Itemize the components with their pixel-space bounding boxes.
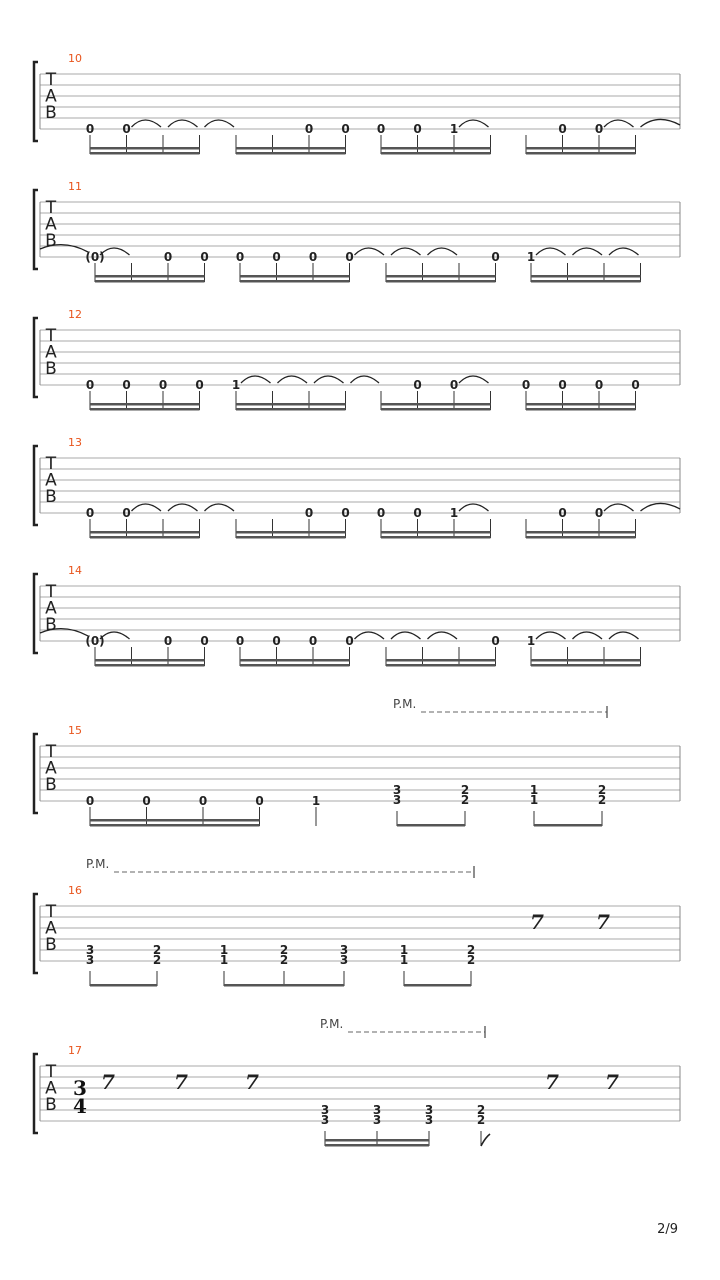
eighth-rest: 7 [596, 910, 610, 934]
tab-system-13 [34, 436, 680, 539]
fret-number: 1 [311, 794, 321, 808]
fret-number: (0) [85, 250, 105, 264]
note-beam [236, 531, 346, 534]
eighth-rest: 7 [605, 1070, 619, 1094]
fret-number: 0 [122, 378, 131, 392]
note-beam [90, 408, 200, 411]
fret-number: 0 [631, 378, 640, 392]
fret-number: 0 [85, 122, 95, 136]
note-beam [90, 531, 200, 534]
fret-number: 3 [85, 953, 95, 967]
fret-number: 2 [279, 943, 289, 957]
note-beam [531, 659, 641, 662]
fret-number: 0 [195, 378, 204, 392]
note-beam [526, 403, 636, 406]
fret-number: 0 [200, 634, 209, 648]
fret-number: 0 [594, 122, 604, 136]
note-beam [531, 664, 641, 667]
system-bracket [34, 62, 38, 141]
fret-number: 3 [424, 1113, 434, 1127]
tie-arc [428, 632, 458, 639]
fret-number: 0 [272, 250, 281, 264]
fret-number: 1 [529, 783, 539, 797]
note-beam [531, 275, 641, 278]
fret-number: 0 [85, 378, 95, 392]
system-bracket [34, 190, 38, 269]
tie-arc [459, 504, 489, 511]
tie-arc [573, 248, 603, 255]
tab-clef-letter: B [45, 935, 57, 955]
eighth-rest: 7 [101, 1070, 115, 1094]
fret-number: 0 [158, 378, 168, 392]
measure-number: 14 [68, 564, 82, 577]
tab-clef-letter: T [45, 70, 57, 90]
tie-arc [609, 632, 639, 639]
note-beam [236, 536, 346, 539]
tab-clef-letter: T [45, 454, 57, 474]
fret-number: 0 [304, 506, 314, 520]
tab-clef-letter: T [45, 902, 57, 922]
fret-number: 0 [341, 506, 350, 520]
fret-number: 0 [345, 250, 354, 264]
tab-clef-letter: B [45, 103, 57, 123]
tab-clef-letter: B [45, 1095, 57, 1115]
tab-clef-letter: A [45, 86, 57, 107]
eighth-rest: 7 [174, 1070, 188, 1094]
fret-number: 1 [449, 506, 459, 520]
fret-number: 0 [413, 378, 422, 392]
fret-number: 0 [376, 506, 386, 520]
note-beam [397, 824, 465, 827]
palm-mute-label: P.M. [320, 1017, 344, 1031]
note-beam [240, 659, 350, 662]
fret-number: 3 [339, 943, 349, 957]
tie-arc [132, 504, 162, 511]
tie-arc [241, 376, 271, 383]
fret-number: 0 [413, 122, 422, 136]
fret-number: 2 [466, 943, 476, 957]
page-number: 2/9 [657, 1222, 678, 1237]
note-beam [90, 819, 260, 822]
note-beam [236, 408, 346, 411]
fret-number: 0 [558, 122, 567, 136]
note-beam [90, 147, 200, 150]
tab-system-11 [34, 180, 680, 283]
tab-clef-letter: A [45, 598, 57, 619]
fret-number: 3 [85, 943, 95, 957]
time-signature-denominator: 4 [73, 1094, 87, 1118]
fret-number: 2 [466, 953, 476, 967]
palm-mute-label: P.M. [86, 857, 110, 871]
fret-number: 0 [449, 378, 459, 392]
eighth-rest: 7 [530, 910, 544, 934]
tab-clef-letter: A [45, 342, 57, 363]
tab-clef-letter: T [45, 582, 57, 602]
fret-number: 0 [594, 506, 604, 520]
fret-number: 0 [413, 506, 422, 520]
tie-arc [573, 632, 603, 639]
note-beam [90, 152, 200, 155]
fret-number: 3 [392, 783, 402, 797]
fret-number: 1 [526, 634, 536, 648]
note-beam [325, 1139, 429, 1142]
note-beam [95, 664, 205, 667]
tab-clef-letter: A [45, 214, 57, 235]
note-beam [526, 531, 636, 534]
fret-number: 0 [376, 122, 386, 136]
fret-number: 0 [198, 794, 208, 808]
tie-arc [391, 632, 421, 639]
tab-clef-letter: A [45, 1078, 57, 1099]
note-beam [95, 280, 205, 283]
tab-clef-letter: T [45, 742, 57, 762]
measure-number: 17 [68, 1044, 82, 1057]
tie-arc [536, 632, 566, 639]
fret-number: 1 [526, 250, 536, 264]
fret-number: 1 [399, 953, 409, 967]
tie-arc [604, 120, 634, 127]
note-beam [526, 408, 636, 411]
tie-arc [205, 504, 235, 511]
note-beam [381, 531, 491, 534]
fret-number: 3 [392, 793, 402, 807]
tie-arc [391, 248, 421, 255]
tab-system-12 [34, 308, 680, 411]
note-beam [325, 1144, 429, 1147]
fret-number: 2 [152, 943, 162, 957]
fret-number: 0 [341, 122, 350, 136]
fret-number: 0 [200, 250, 209, 264]
tab-clef-letter: B [45, 615, 57, 635]
fret-number: 2 [476, 1103, 486, 1117]
system-bracket [34, 574, 38, 653]
fret-number: 0 [521, 378, 531, 392]
time-signature-numerator: 3 [73, 1076, 87, 1100]
note-beam [236, 403, 346, 406]
note-beam [236, 152, 346, 155]
tie-arc [428, 248, 458, 255]
note-beam [531, 280, 641, 283]
tab-system-17 [34, 1017, 680, 1147]
fret-number: (0) [85, 634, 105, 648]
tie-arc [604, 504, 634, 511]
fret-number: 0 [255, 794, 264, 808]
fret-number: 1 [449, 122, 459, 136]
eighth-rest: 7 [245, 1070, 259, 1094]
fret-number: 0 [163, 250, 173, 264]
fret-number: 0 [235, 634, 245, 648]
note-beam [381, 536, 491, 539]
fret-number: 0 [308, 634, 318, 648]
fret-number: 3 [424, 1103, 434, 1117]
tab-clef-letter: B [45, 775, 57, 795]
tie-arc [278, 376, 308, 383]
system-bracket [34, 318, 38, 397]
fret-number: 2 [460, 783, 470, 797]
measure-number: 16 [68, 884, 82, 897]
note-beam [381, 152, 491, 155]
fret-number: 0 [558, 506, 567, 520]
tab-clef-letter: T [45, 1062, 57, 1082]
fret-number: 3 [320, 1113, 330, 1127]
fret-number: 0 [558, 378, 567, 392]
tab-system-16 [34, 857, 680, 987]
fret-number: 0 [345, 634, 354, 648]
tie-arc [355, 632, 385, 639]
fret-number: 0 [85, 794, 95, 808]
fret-number: 3 [339, 953, 349, 967]
tie-arc [355, 248, 385, 255]
note-beam [386, 280, 496, 283]
note-beam [534, 824, 602, 827]
note-beam [386, 659, 496, 662]
fret-number: 2 [597, 793, 607, 807]
fret-number: 0 [594, 378, 604, 392]
note-beam [381, 147, 491, 150]
tie-arc [641, 503, 681, 511]
fret-number: 0 [304, 122, 314, 136]
tab-system-14 [34, 564, 680, 667]
note-beam [90, 824, 260, 827]
tie-arc [132, 120, 162, 127]
note-beam [386, 275, 496, 278]
system-bracket [34, 894, 38, 973]
tie-arc [314, 376, 344, 383]
note-beam [90, 536, 200, 539]
note-beam [386, 664, 496, 667]
palm-mute-label: P.M. [393, 697, 417, 711]
fret-number: 0 [142, 794, 151, 808]
measure-number: 13 [68, 436, 82, 449]
fret-number: 2 [279, 953, 289, 967]
tie-arc [459, 120, 489, 127]
tie-arc [205, 120, 235, 127]
note-beam [381, 403, 491, 406]
tab-system-15 [34, 697, 680, 827]
note-beam [240, 275, 350, 278]
note-beam [404, 984, 471, 987]
fret-number: 0 [491, 250, 500, 264]
fret-number: 0 [122, 122, 131, 136]
note-flag [481, 1134, 490, 1146]
fret-number: 3 [372, 1103, 382, 1117]
tab-clef-letter: B [45, 231, 57, 251]
fret-number: 3 [320, 1103, 330, 1117]
fret-number: 1 [399, 943, 409, 957]
tab-clef-letter: A [45, 758, 57, 779]
note-beam [236, 147, 346, 150]
fret-number: 2 [460, 793, 470, 807]
fret-number: 2 [476, 1113, 486, 1127]
fret-number: 1 [219, 953, 229, 967]
fret-number: 0 [491, 634, 500, 648]
tab-clef-letter: A [45, 918, 57, 939]
measure-number: 12 [68, 308, 82, 321]
system-bracket [34, 734, 38, 813]
fret-number: 3 [372, 1113, 382, 1127]
fret-number: 0 [308, 250, 318, 264]
note-beam [381, 408, 491, 411]
fret-number: 0 [163, 634, 173, 648]
note-beam [240, 664, 350, 667]
fret-number: 2 [597, 783, 607, 797]
measure-number: 15 [68, 724, 82, 737]
tie-arc [609, 248, 639, 255]
tie-arc [641, 119, 681, 127]
tab-clef-letter: B [45, 359, 57, 379]
tab-clef-letter: B [45, 487, 57, 507]
fret-number: 0 [85, 506, 95, 520]
note-beam [90, 984, 157, 987]
note-beam [526, 536, 636, 539]
tab-clef-letter: T [45, 326, 57, 346]
tab-system-10 [34, 52, 680, 155]
measure-number: 10 [68, 52, 82, 65]
note-beam [526, 152, 636, 155]
note-beam [526, 147, 636, 150]
fret-number: 2 [152, 953, 162, 967]
note-beam [95, 275, 205, 278]
fret-number: 1 [529, 793, 539, 807]
tie-arc [168, 504, 198, 511]
system-bracket [34, 446, 38, 525]
tie-arc [536, 248, 566, 255]
fret-number: 1 [219, 943, 229, 957]
note-beam [224, 984, 344, 987]
tie-arc [459, 376, 489, 383]
system-bracket [34, 1054, 38, 1133]
tab-clef-letter: A [45, 470, 57, 491]
fret-number: 0 [272, 634, 281, 648]
note-beam [95, 659, 205, 662]
tie-arc [168, 120, 198, 127]
eighth-rest: 7 [545, 1070, 559, 1094]
fret-number: 0 [122, 506, 131, 520]
tie-arc [351, 376, 380, 383]
note-beam [240, 280, 350, 283]
tab-clef-letter: T [45, 198, 57, 218]
note-beam [90, 403, 200, 406]
fret-number: 1 [231, 378, 241, 392]
fret-number: 0 [235, 250, 245, 264]
measure-number: 11 [68, 180, 82, 193]
